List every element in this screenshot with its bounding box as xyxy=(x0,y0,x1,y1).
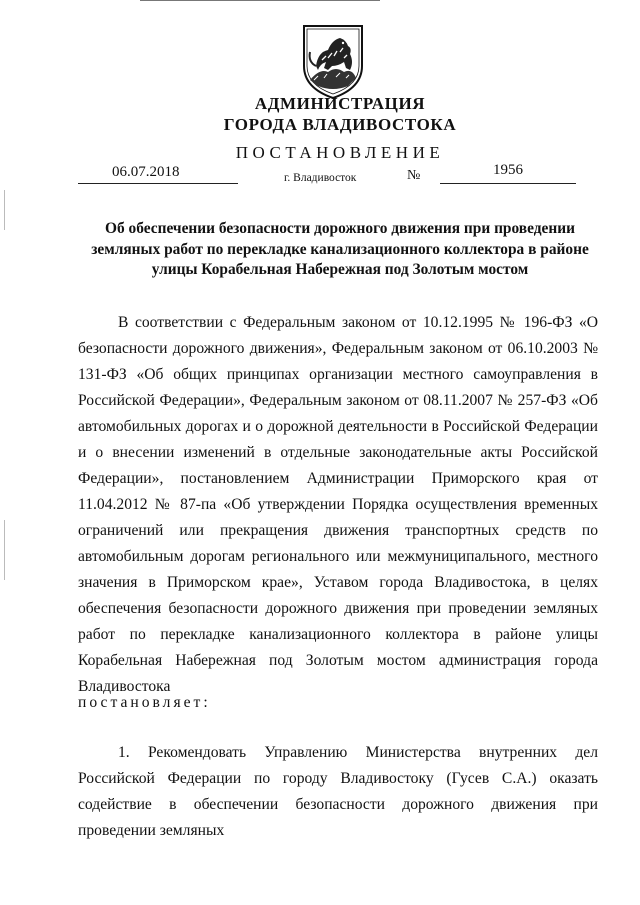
resolution-point-1: 1. Рекомендовать Управлению Министерства внутренних дел Российской Федерации по городу Владивостоку (Гусев С.А.) оказать содействие в обеспечении безопасности дорожного движения при проведении земляных xyxy=(78,744,598,839)
document-type: ПОСТАНОВЛЕНИЕ xyxy=(235,143,445,162)
document-number: 1956 xyxy=(493,162,523,178)
number-sign: № xyxy=(407,168,421,183)
org-name-line1: АДМИНИСТРАЦИЯ xyxy=(254,94,426,113)
org-name-line2: ГОРОДА ВЛАДИВОСТОКА xyxy=(223,115,457,134)
decree-word: постановляет: xyxy=(78,694,211,711)
document-subject: Об обеспечении безопасности дорожного движения при проведении земляных работ по перекладке канализационного коллектора в районе улицы Корабельная Набережная под Золотым мостом xyxy=(91,220,589,278)
date-underline xyxy=(78,183,238,184)
scan-top-rule xyxy=(140,0,380,1)
preamble-paragraph: В соответствии с Федеральным законом от 10.12.1995 № 196-ФЗ «О безопасности дорожного движения», Федеральным законом от 06.10.2003 № 131-ФЗ «Об общих принципах организации местного самоуправления в Российской Федерации», Федеральным законом от 08.11.2007 № 257-ФЗ «Об автомобильных дорогах и о дорожной деятельности в Российской Федерации и о внесении изменений в отдельные законодательные акты Российской Федерации», постановлением Администрации Приморского края от 11.04.2012 № 87-па «Об утверждении Порядка осуществления временных ограничений или прекращения движения транспортных средств по автомобильным дорогам регионального или межмуниципального, местного значения в Приморском крае», Уставом города Владивостока, в целях обеспечения безопасности дорожного движения при проведении земляных работ по перекладке канализационного коллектора в районе улицы Корабельная Набережная под Золотым мостом администрация города Владивостока xyxy=(78,314,598,695)
document-city: г. Владивосток xyxy=(284,172,357,184)
scan-edge-mark xyxy=(4,520,5,580)
document-date: 06.07.2018 xyxy=(112,164,180,180)
vladivostok-coat-of-arms-icon xyxy=(298,22,368,100)
scan-edge-mark xyxy=(4,190,5,230)
number-underline xyxy=(440,183,576,184)
